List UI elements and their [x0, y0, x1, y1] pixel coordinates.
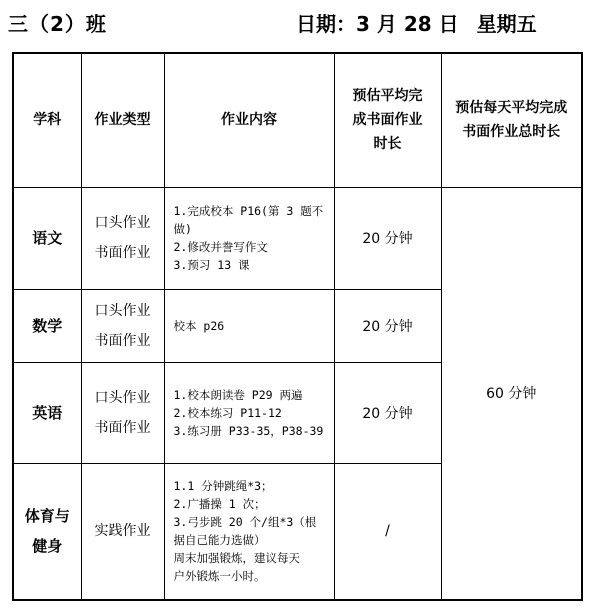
content-line: 户外锻炼一小时。	[173, 569, 266, 584]
subject-line: 健身	[32, 537, 63, 556]
type-cell	[81, 187, 164, 289]
table-header-row	[13, 53, 582, 187]
type-cell	[81, 463, 164, 600]
subject-cell: 语文	[13, 187, 81, 289]
page-header	[0, 6, 593, 36]
time-cell: 20 分钟	[334, 187, 441, 289]
content-line: 2.广播操 1 次；	[173, 497, 266, 512]
header-total-time-line: 预估每天平均完成	[455, 100, 568, 117]
total-time-cell: 60 分钟	[441, 187, 582, 600]
time-cell: 20 分钟	[334, 362, 441, 463]
content-line: 3.练习册 P33-35，P38-39	[173, 423, 324, 438]
type-line: 书面作业	[94, 332, 151, 349]
weekday: 星期五	[476, 12, 537, 36]
header-total-time-line: 书面作业总时长	[462, 124, 561, 141]
subject-cell	[13, 463, 81, 600]
subject-line: 体育与	[24, 507, 70, 526]
content-line: 3.预习 13 课	[173, 258, 250, 272]
header-est-time-line: 成书面作业	[352, 112, 423, 129]
content-line: 校本 p26	[173, 318, 225, 333]
subject-cell: 英语	[13, 362, 81, 463]
content-cell	[164, 289, 334, 362]
content-line: 1.1 分钟跳绳*3；	[173, 479, 273, 494]
header-subject: 学科	[13, 53, 81, 187]
homework-table	[12, 52, 583, 601]
subject-cell: 数学	[13, 289, 81, 362]
type-line: 口头作业	[94, 389, 151, 406]
header-content: 作业内容	[164, 53, 334, 187]
content-line: 周末加强锻炼，建议每天	[173, 551, 300, 566]
content-line: 2.修改并誊写作文	[173, 240, 268, 254]
content-line: 做)	[173, 222, 192, 236]
header-est-time-line: 时长	[373, 136, 402, 153]
content-line: 据自己能力选做）	[173, 533, 266, 548]
type-line: 书面作业	[94, 245, 151, 261]
date-line	[296, 8, 537, 37]
type-line: 口头作业	[94, 215, 151, 231]
header-type: 作业类型	[81, 53, 164, 187]
content-line: 2.校本练习 P11-12	[173, 405, 282, 420]
type-line: 实践作业	[94, 523, 151, 540]
type-cell	[81, 362, 164, 463]
content-cell	[164, 463, 334, 600]
header-est-time-line: 预估平均完	[352, 88, 423, 105]
header-total-time	[441, 53, 582, 187]
date: 日期：3 月 28 日	[296, 12, 459, 36]
class-name: 三（2）班	[8, 12, 107, 36]
time-cell: /	[334, 463, 441, 600]
content-line: 1.校本朗读卷 P29 两遍	[173, 387, 303, 402]
content-line: 3.弓步跳 20 个/组*3（根	[173, 515, 317, 530]
header-est-time	[334, 53, 441, 187]
content-cell	[164, 187, 334, 289]
type-line: 书面作业	[94, 419, 151, 436]
type-line: 口头作业	[94, 302, 151, 319]
content-line: 1.完成校本 P16(第 3 题不	[173, 204, 324, 218]
table-row	[13, 187, 582, 289]
type-cell	[81, 289, 164, 362]
content-cell	[164, 362, 334, 463]
time-cell: 20 分钟	[334, 289, 441, 362]
